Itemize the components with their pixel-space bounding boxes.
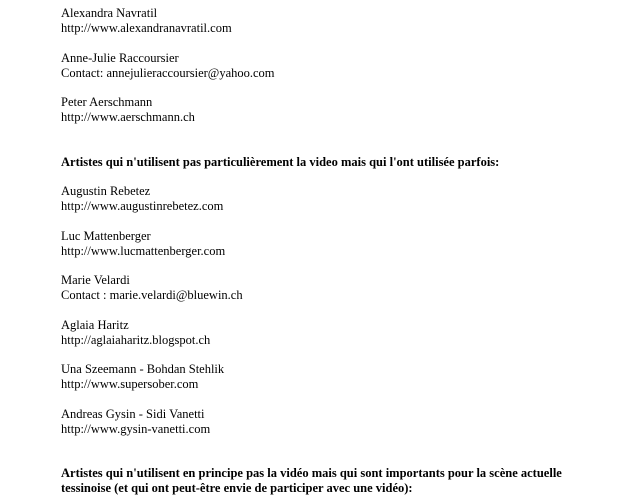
artist-entry — [61, 407, 631, 437]
artist-entry — [61, 6, 631, 36]
artist-name: Luc Mattenberger — [61, 228, 151, 243]
artist-name: Una Szeemann - Bohdan Stehlik — [61, 362, 225, 376]
artist-name: Alexandra Navratil — [61, 6, 158, 20]
artist-link[interactable]: http://www.supersober.com — [61, 377, 199, 391]
section-heading-line: tessinoise (et qui ont peut-être envie de participer avec une vidéo): — [61, 481, 413, 495]
section-heading: Artistes qui n'utilisent pas particulièrement la video mais qui l'ont utilisée parfois: — [61, 154, 500, 169]
artist-name: Aglaia Haritz — [61, 317, 129, 332]
artist-name: Augustin Rebetez — [61, 184, 151, 198]
artist-link[interactable]: http://www.aerschmann.ch — [61, 110, 195, 124]
artist-entry — [61, 51, 631, 81]
artist-link[interactable]: http://www.lucmattenberger.com — [61, 243, 226, 258]
artist-name: Peter Aerschmann — [61, 95, 153, 109]
artist-entry — [61, 318, 631, 348]
artist-name: Andreas Gysin - Sidi Vanetti — [61, 406, 205, 421]
artist-name: Anne-Julie Raccoursier — [61, 50, 179, 65]
artist-entry — [61, 229, 631, 259]
spacer — [61, 451, 631, 466]
artist-entry — [61, 95, 631, 125]
artist-entry — [61, 184, 631, 214]
spacer — [61, 140, 631, 155]
artist-link[interactable]: http://www.alexandranavratil.com — [61, 21, 232, 35]
section-heading-line: Artistes qui n'utilisent en principe pas la vidéo mais qui sont importants pour la scène actuelle — [61, 466, 562, 480]
artist-link[interactable]: http://aglaiaharitz.blogspot.ch — [61, 332, 211, 347]
artist-link[interactable]: http://www.augustinrebetez.com — [61, 199, 224, 213]
artist-contact[interactable]: Contact : marie.velardi@bluewin.ch — [61, 288, 243, 302]
artist-name: Marie Velardi — [61, 273, 130, 287]
artist-link[interactable]: http://www.gysin-vanetti.com — [61, 421, 211, 436]
artist-entry — [61, 362, 631, 392]
artist-entry — [61, 273, 631, 303]
section-heading-block — [61, 155, 631, 170]
artist-contact[interactable]: Contact: annejulieraccoursier@yahoo.com — [61, 65, 275, 80]
section-heading-block — [61, 466, 631, 496]
document-page — [61, 6, 631, 496]
